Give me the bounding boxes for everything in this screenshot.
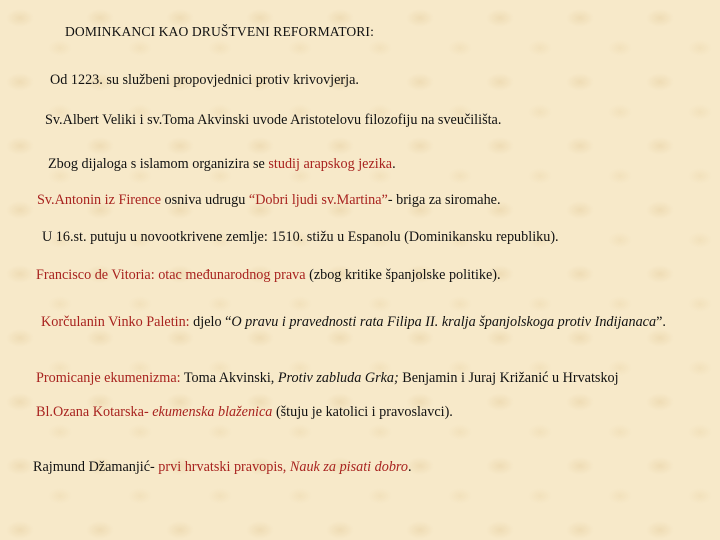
item-text: djelo “ [189, 314, 232, 330]
list-item-9 [36, 403, 453, 421]
list-item-3 [48, 155, 396, 173]
list-item-2 [45, 111, 501, 129]
item-text-end: . [408, 459, 412, 475]
item-highlight: Sv.Antonin iz Firence [37, 192, 161, 208]
item-italic-title: O pravu i pravednosti rata Filipa II. kralja španjolskoga protiv Indijanaca [231, 314, 657, 330]
item-highlight-quote: “Dobri ljudi sv.Martina” [248, 192, 388, 208]
item-highlight-italic: ekumenska blaženica [152, 404, 273, 420]
item-text-end: ”. [656, 314, 666, 330]
item-text: (štuju je katolici i pravoslavci). [272, 404, 453, 420]
item-text-end: Benjamin i Juraj Križanić u Hrvatskoj [398, 370, 619, 386]
item-highlight: Bl.Ozana Kotarska- [36, 404, 153, 420]
item-text: Sv.Albert Veliki i sv.Toma Akvinski uvode Aristotelovu filozofiju na sveučilišta. [45, 112, 502, 128]
list-item-5 [42, 228, 559, 246]
list-item-7 [41, 313, 681, 332]
item-text: Od 1223. su službeni propovjednici protiv krivovjerja. [50, 72, 359, 88]
list-item-8 [36, 369, 619, 387]
item-highlight: Korčulanin Vinko Paletin: [41, 314, 190, 330]
list-item-6 [36, 266, 501, 284]
page-title: DOMINKANCI KAO DRUŠTVENI REFORMATORI: [65, 24, 374, 39]
item-text: osniva udrugu [161, 192, 249, 208]
item-highlight: prvi hrvatski pravopis, [158, 459, 290, 475]
item-highlight: Promicanje ekumenizma: [36, 370, 181, 386]
item-highlight-italic: Nauk za pisati dobro [289, 459, 409, 475]
item-text: Zbog dijaloga s islamom organizira se [48, 156, 269, 172]
item-text-end: . [392, 156, 396, 172]
item-text: U 16.st. putuju u novootkrivene zemlje: 1510. stižu u Espanolu (Dominikansku republiku). [42, 229, 559, 245]
item-highlight: studij arapskog jezika [268, 156, 393, 172]
item-highlight: Francisco de Vitoria: otac međunarodnog prava [36, 267, 306, 283]
item-text-end: - briga za siromahe. [387, 192, 501, 208]
list-item-10 [33, 458, 412, 476]
list-item-1 [50, 71, 359, 89]
item-text: Toma Akvinski, [180, 370, 278, 386]
item-text: (zbog kritike španjolske politike). [305, 267, 501, 283]
list-item-4 [37, 191, 501, 209]
item-text: Rajmund Džamanjić- [33, 459, 159, 475]
item-italic-title: Protiv zabluda Grka; [277, 370, 399, 386]
